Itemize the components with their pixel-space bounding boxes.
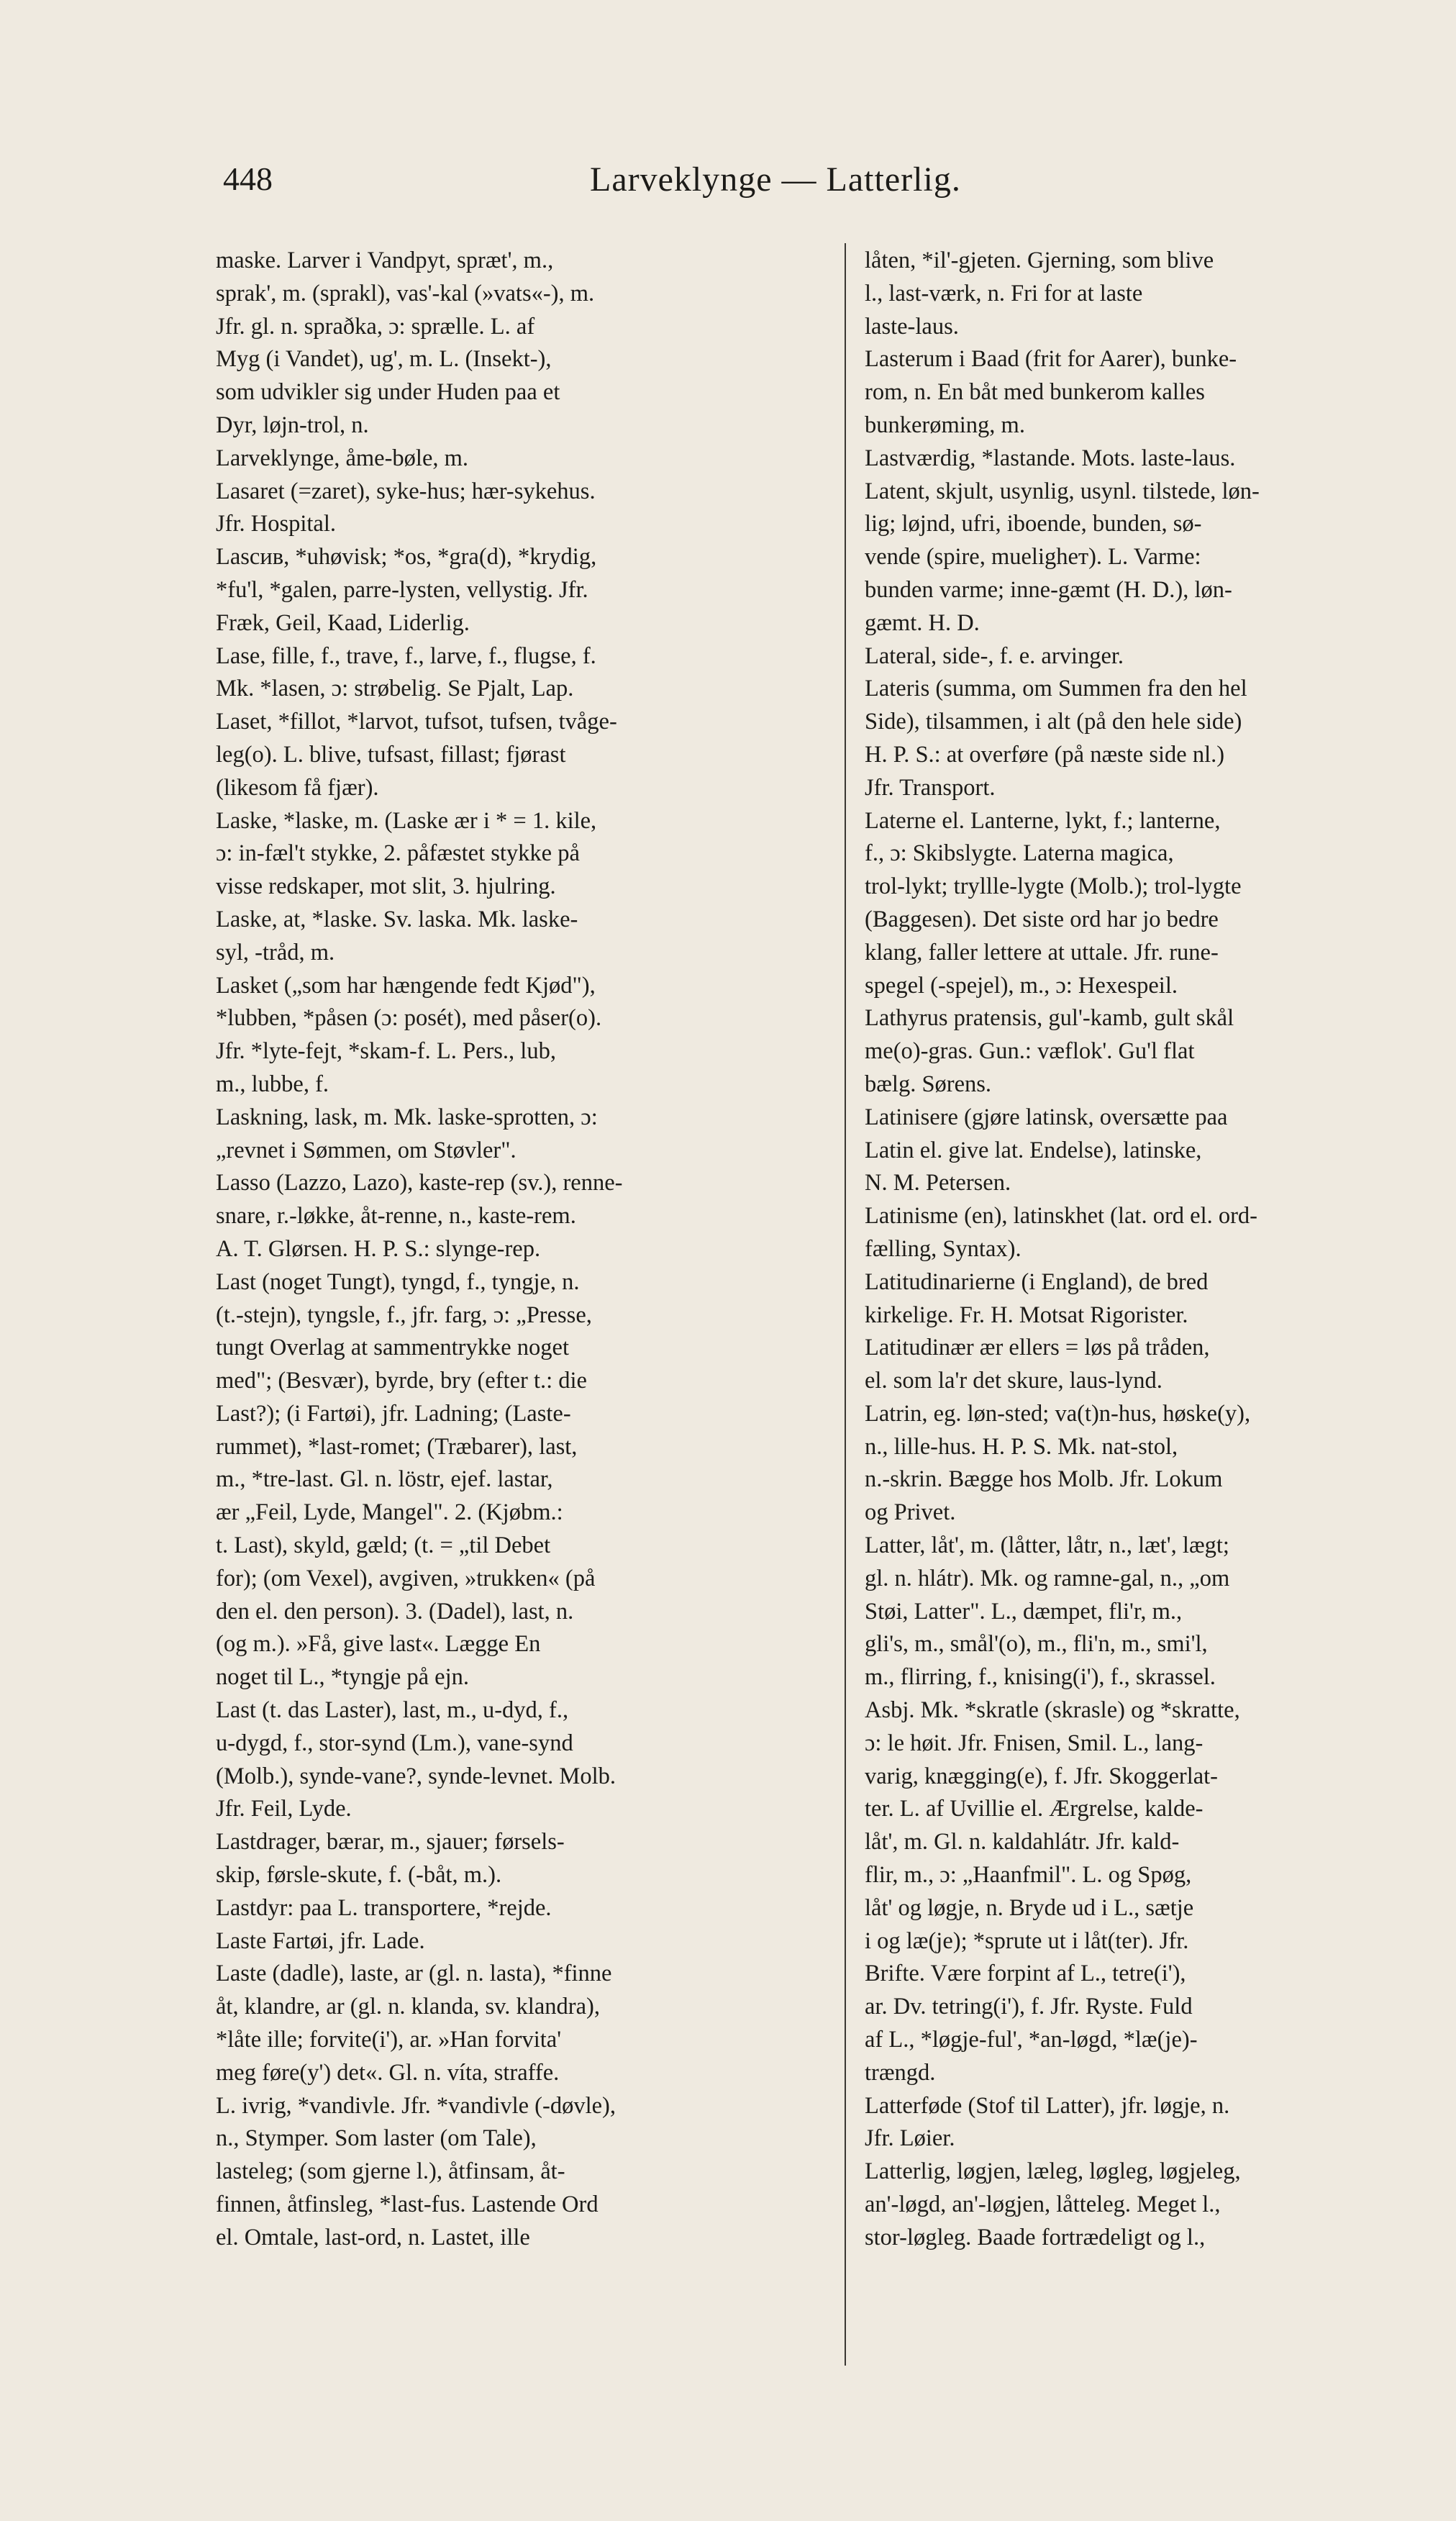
text-line: sprak', m. (sprakl), vas'-kal (»vats«-), m. [216, 280, 595, 306]
text-line: (og m.). »Få, give last«. Lægge En [216, 1631, 541, 1658]
text-line: med"; (Besvær), byrde, bry (efter t.: die [216, 1368, 587, 1394]
text-line: Laste (dadle), laste, ar (gl. n. lasta), *finne [216, 1961, 612, 1987]
text-line: tungt Overlag at sammentrykke noget [216, 1335, 569, 1361]
text-line: bunkerøming, m. [865, 412, 1025, 438]
text-line: rummet), *last-romet; (Træbarer), last, [216, 1433, 578, 1460]
text-line: Mk. *lasen, ɔ: strøbelig. Se Pjalt, Lap. [216, 676, 574, 702]
text-line: m., flirring, f., knising(i'), f., skrassel. [865, 1664, 1216, 1691]
text-line: leg(o). L. blive, tufsast, fillast; fjørast [216, 741, 566, 768]
text-line: (Baggesen). Det siste ord har jo bedre [865, 906, 1219, 932]
text-line: Laskning, lask, m. Mk. laske-sprotten, ɔ: [216, 1104, 598, 1130]
text-line: „revnet i Sømmen, om Støvler". [216, 1137, 517, 1163]
text-line: Lasso (Lazzo, Lazo), kaste-rep (sv.), renne- [216, 1170, 623, 1196]
text-line: Asbj. Mk. *skratle (skrasle) og *skratte, [865, 1697, 1240, 1724]
running-head [216, 160, 1348, 210]
text-line: Myg (i Vandet), ug', m. L. (Insekt-), [216, 346, 552, 373]
text-line: lig; løjnd, ufri, iboende, bunden, sø- [865, 511, 1202, 537]
text-line: Latterlig, løgjen, læleg, løgleg, løgjeleg, [865, 2158, 1241, 2185]
text-line: låt', m. Gl. n. kaldahlátr. Jfr. kald- [865, 1829, 1180, 1855]
text-line: trol-lykt; tryllle-lygte (Molb.); trol-lygte [865, 873, 1242, 900]
text-line: *lubben, *påsen (ɔ: posét), med påser(o). [216, 1005, 602, 1032]
text-line: Laset, *fillot, *larvot, tufsot, tufsen, tvåge- [216, 709, 617, 735]
text-line: me(o)-gras. Gun.: væflok'. Gu'l flat [865, 1038, 1195, 1065]
text-line: den el. den person). 3. (Dadel), last, n. [216, 1598, 574, 1625]
text-line: Larveklynge, åme-bøle, m. [216, 445, 469, 471]
text-line: maske. Larver i Vandpyt, spræt', m., [216, 247, 554, 273]
text-line: Latrin, eg. løn-sted; va(t)n-hus, høske(y), [865, 1400, 1251, 1427]
text-line: Latitudinarierne (i England), de bred [865, 1268, 1209, 1295]
text-line: t. Last), skyld, gæld; (t. = „til Debet [216, 1532, 551, 1559]
text-line: trængd. [865, 2059, 936, 2086]
text-line: Dyr, løjn-trol, n. [216, 412, 369, 438]
text-line: Lastdyr: paa L. transportere, *rejde. [216, 1894, 552, 1921]
text-line: Lasterum i Baad (frit for Aarer), bunke- [865, 346, 1237, 373]
text-line: vende (spire, mueligheт). L. Varme: [865, 544, 1201, 571]
text-line: f., ɔ: Skibslygte. Laterna magica, [865, 840, 1174, 867]
text-line: rom, n. En båt med bunkerom kalles [865, 379, 1205, 406]
text-line: Lateral, side-, f. e. arvinger. [865, 642, 1124, 669]
text-line: Latinisere (gjøre latinsk, oversætte paa [865, 1104, 1228, 1130]
text-line: gæmt. H. D. [865, 609, 980, 636]
text-line: stor-løgleg. Baade fortrædeligt og l., [865, 2224, 1206, 2250]
text-line: l., last-værk, n. Fri for at laste [865, 280, 1143, 306]
text-line: (t.-stejn), tyngsle, f., jfr. farg, ɔ: „Presse, [216, 1302, 592, 1328]
text-line: Latinisme (en), latinskhet (lat. ord el. ord- [865, 1203, 1258, 1230]
text-line: snare, r.-løkke, åt-renne, n., kaste-rem. [216, 1203, 576, 1230]
text-line: Last?); (i Fartøi), jfr. Ladning; (Laste- [216, 1400, 571, 1427]
text-line: ɔ: le høit. Jfr. Fnisen, Smil. L., lang- [865, 1730, 1204, 1756]
text-line: Lasaret (=zaret), syke-hus; hær-sykehus. [216, 478, 596, 504]
text-line: af L., *løgje-ful', *an-løgd, *læ(je)- [865, 2027, 1198, 2053]
text-line: låt' og løgje, n. Bryde ud i L., sætje [865, 1894, 1194, 1921]
text-line: fælling, Syntax). [865, 1235, 1022, 1262]
text-line: Brifte. Være forpint af L., tetre(i'), [865, 1961, 1186, 1987]
text-line: m., *tre-last. Gl. n. löstr, ejef. lastar, [216, 1466, 553, 1493]
text-line: bælg. Sørens. [865, 1071, 992, 1097]
text-line: laste-laus. [865, 313, 959, 340]
text-line: Lastdrager, bærar, m., sjauer; førsels- [216, 1829, 565, 1855]
text-line: gli's, m., smål'(o), m., fli'n, m., smi'l, [865, 1631, 1208, 1658]
text-line: Lastværdig, *lastande. Mots. laste-laus. [865, 445, 1236, 471]
text-line: Laske, *laske, m. (Laske ær i * = 1. kile, [216, 807, 597, 834]
text-line: varig, knægging(e), f. Jfr. Skoggerlat- [865, 1763, 1219, 1789]
text-line: åt, klandre, ar (gl. n. klanda, sv. klandra), [216, 1994, 600, 2020]
text-line: ɔ: in-fæl't stykke, 2. påfæstet stykke på [216, 840, 580, 867]
text-line: Lathyrus pratensis, gul'-kamb, gult skål [865, 1005, 1234, 1032]
text-line: finnen, åtfinsleg, *last-fus. Lastende Ord [216, 2191, 599, 2218]
text-line: Lasket („som har hængende fedt Kjød"), [216, 972, 596, 999]
text-line: Latter, låt', m. (låtter, låtr, n., læt', lægt; [865, 1532, 1229, 1559]
text-line: visse redskaper, mot slit, 3. hjulring. [216, 873, 556, 900]
text-line: ær „Feil, Lyde, Mangel". 2. (Kjøbm.: [216, 1499, 563, 1526]
text-line: Jfr. Løier. [865, 2125, 955, 2152]
text-line: Side), tilsammen, i alt (på den hele side) [865, 709, 1242, 735]
text-line: Latin el. give lat. Endelse), latinske, [865, 1137, 1202, 1163]
text-line: spegel (-spejel), m., ɔ: Hexespeil. [865, 972, 1178, 999]
text-line: el. som la'r det skure, laus-lynd. [865, 1368, 1162, 1394]
text-line: noget til L., *tyngje på ejn. [216, 1664, 470, 1691]
text-line: Latent, skjult, usynlig, usynl. tilstede, løn- [865, 478, 1260, 504]
text-line: meg føre(y') det«. Gl. n. víta, straffe. [216, 2059, 560, 2086]
text-line: skip, førsle-skute, f. (-båt, m.). [216, 1862, 502, 1889]
text-line: syl, -tråd, m. [216, 939, 335, 966]
text-line: Jfr. Hospital. [216, 511, 337, 537]
column-divider [845, 243, 846, 2366]
text-line: Latitudinær ær ellers = løs på tråden, [865, 1335, 1210, 1361]
text-line: Lase, fille, f., trave, f., larve, f., flugse, f. [216, 642, 596, 669]
text-line: kirkelige. Fr. H. Motsat Rigorister. [865, 1302, 1188, 1328]
text-line: Laterne el. Lanterne, lykt, f.; lanterne, [865, 807, 1221, 834]
text-line: Støi, Latter". L., dæmpet, fli'r, m., [865, 1598, 1183, 1625]
text-line: flir, m., ɔ: „Haanfmil". L. og Spøg, [865, 1862, 1192, 1889]
text-line: (Molb.), synde-vane?, synde-levnet. Molb. [216, 1763, 616, 1789]
text-line: ter. L. af Uvillie el. Ærgrelse, kalde- [865, 1796, 1204, 1822]
right-column [865, 245, 1456, 2446]
text-line: L. ivrig, *vandivle. Jfr. *vandivle (-døvle), [216, 2092, 616, 2119]
text-line: Laske, at, *laske. Sv. laska. Mk. laske- [216, 906, 578, 932]
text-line: i og læ(je); *sprute ut i låt(ter). Jfr. [865, 1927, 1189, 1954]
text-line: bunden varme; inne-gæmt (H. D.), løn- [865, 576, 1232, 603]
text-line: gl. n. hlátr). Mk. og ramne-gal, n., „om [865, 1565, 1230, 1591]
text-line: A. T. Glørsen. H. P. S.: slynge-rep. [216, 1235, 541, 1262]
text-line: Lascив, *uhøvisk; *os, *gra(d), *krydig, [216, 544, 597, 571]
page-number: 448 [223, 160, 273, 197]
text-line: som udvikler sig under Huden paa et [216, 379, 560, 406]
text-line: m., lubbe, f. [216, 1071, 329, 1097]
text-line: lasteleg; (som gjerne l.), åtfinsam, åt- [216, 2158, 565, 2185]
text-line: for); (om Vexel), avgiven, »trukken« (på [216, 1565, 596, 1591]
text-line: N. M. Petersen. [865, 1170, 1011, 1196]
text-line: (likesom få fjær). [216, 774, 379, 801]
text-line: Laste Fartøi, jfr. Lade. [216, 1927, 425, 1954]
text-line: låten, *il'-gjeten. Gjerning, som blive [865, 247, 1214, 273]
page-title: Larveklynge — Latterlig. [590, 160, 961, 199]
text-line: klang, faller lettere at uttale. Jfr. rune- [865, 939, 1219, 966]
text-line: Lateris (summa, om Summen fra den hel [865, 676, 1247, 702]
text-line: Fræk, Geil, Kaad, Liderlig. [216, 609, 470, 636]
text-line: el. Omtale, last-ord, n. Lastet, ille [216, 2224, 530, 2250]
text-line: *fu'l, *galen, parre-lysten, vellystig. Jfr. [216, 576, 588, 603]
left-column [216, 245, 833, 2446]
text-line: Jfr. Transport. [865, 774, 996, 801]
text-line: u-dygd, f., stor-synd (Lm.), vane-synd [216, 1730, 573, 1756]
text-line: an'-løgd, an'-løgjen, låtteleg. Meget l., [865, 2191, 1221, 2218]
text-line: n., lille-hus. H. P. S. Mk. nat-stol, [865, 1433, 1178, 1460]
text-line: Latterføde (Stof til Latter), jfr. løgje, n. [865, 2092, 1230, 2119]
text-line: H. P. S.: at overføre (på næste side nl.) [865, 741, 1225, 768]
text-line: Jfr. gl. n. spraðka, ɔ: sprælle. L. af [216, 313, 535, 340]
text-line: og Privet. [865, 1499, 956, 1526]
text-line: *låte ille; forvite(i'), ar. »Han forvita' [216, 2027, 562, 2053]
text-line: n., Stymper. Som laster (om Tale), [216, 2125, 537, 2152]
text-line: ar. Dv. tetring(i'), f. Jfr. Ryste. Fuld [865, 1994, 1193, 2020]
text-line: Jfr. *lyte-fejt, *skam-f. L. Pers., lub, [216, 1038, 556, 1065]
text-line: Jfr. Feil, Lyde. [216, 1796, 352, 1822]
text-line: Last (noget Tungt), tyngd, f., tyngje, n. [216, 1268, 580, 1295]
text-line: n.-skrin. Bægge hos Molb. Jfr. Lokum [865, 1466, 1223, 1493]
text-line: Last (t. das Laster), last, m., u-dyd, f., [216, 1697, 569, 1724]
